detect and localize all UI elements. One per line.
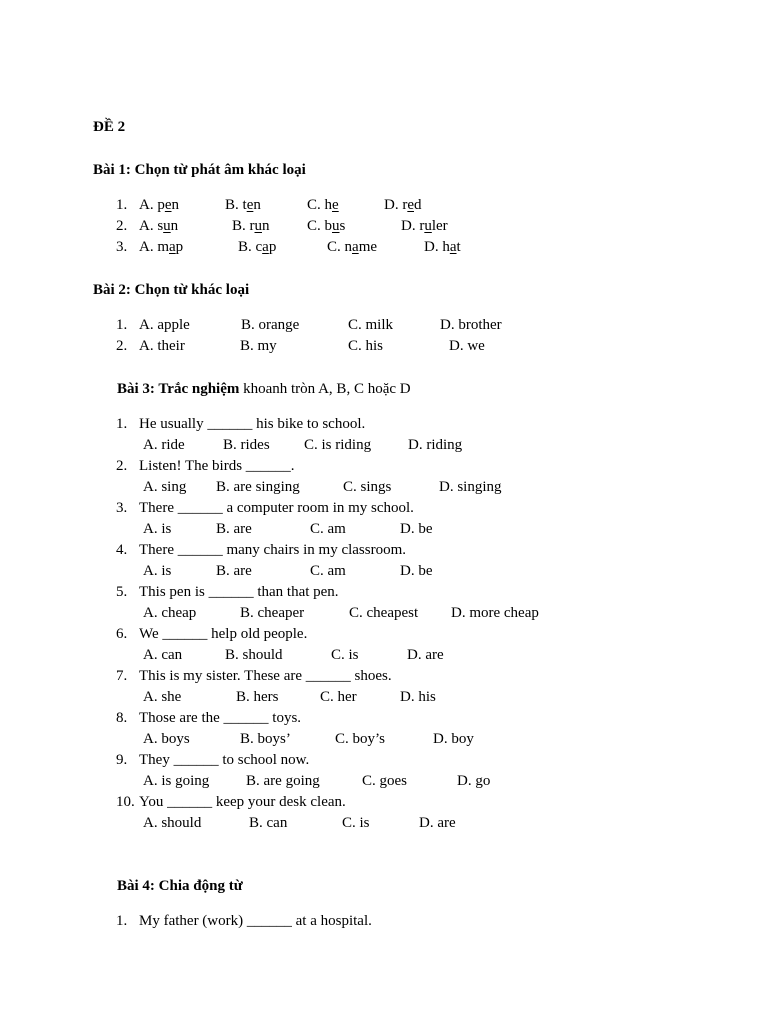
option-text: p — [175, 239, 184, 255]
option-c: C. his — [348, 338, 384, 354]
option-d: D. be — [400, 563, 433, 579]
option-c: C. sings — [343, 479, 392, 495]
option-b: B. cheaper — [240, 605, 305, 621]
underlined-sound: a — [262, 239, 269, 255]
option-d: D. singing — [439, 479, 502, 495]
option-d: D. more cheap — [451, 605, 539, 621]
option-text: A. p — [139, 197, 165, 213]
option-d — [384, 195, 422, 216]
section-4-heading: Bài 4: Chia động từ — [117, 878, 243, 894]
question-number: 10. — [116, 794, 135, 810]
underlined-sound: u — [424, 218, 432, 234]
exam-title: ĐỀ 2 — [93, 119, 126, 135]
section-2-heading: Bài 2: Chọn từ khác loại — [93, 282, 250, 298]
option-d: D. we — [449, 338, 485, 354]
underlined-sound: e — [164, 197, 172, 213]
question-number: 3. — [116, 500, 128, 516]
option-d: D. riding — [408, 437, 463, 453]
option-d: D. go — [457, 773, 491, 789]
option-text: n — [170, 218, 179, 234]
option-text: B. t — [225, 197, 247, 213]
option-text: B. c — [238, 239, 263, 255]
option-a: A. their — [139, 338, 185, 354]
option-text: me — [358, 239, 378, 255]
question-number: 1. — [116, 416, 128, 432]
option-b: B. are going — [246, 773, 320, 789]
option-d: D. are — [419, 815, 456, 831]
question-number: 3. — [116, 239, 128, 255]
underlined-sound: e — [332, 197, 339, 213]
option-b — [232, 216, 270, 237]
option-b: B. are — [216, 563, 252, 579]
question-number: 2. — [116, 458, 128, 474]
underlined-sound: a — [449, 239, 457, 255]
question-number: 5. — [116, 584, 128, 600]
section-1-heading: Bài 1: Chọn từ phát âm khác loại — [93, 162, 306, 178]
option-text: ler — [431, 218, 448, 234]
option-text: A. s — [139, 218, 164, 234]
option-a: A. can — [143, 647, 183, 663]
question-text: You ______ keep your desk clean. — [139, 794, 346, 810]
section-3-heading-bold: Bài 3: Trắc nghiệm — [117, 381, 240, 397]
option-text: D. r — [384, 197, 408, 213]
option-a: A. boys — [143, 731, 190, 747]
option-d — [401, 216, 448, 237]
option-c: C. am — [310, 521, 346, 537]
option-text: A. m — [139, 239, 169, 255]
underlined-sound: a — [169, 239, 176, 255]
option-c: C. cheapest — [349, 605, 419, 621]
option-a — [139, 237, 183, 258]
question-number: 6. — [116, 626, 128, 642]
underlined-sound: u — [163, 218, 171, 234]
option-c — [307, 195, 339, 216]
option-a: A. sing — [143, 479, 187, 495]
option-a: A. ride — [143, 437, 185, 453]
question-text: This pen is ______ than that pen. — [139, 584, 339, 600]
option-b: B. orange — [241, 317, 300, 333]
option-a — [139, 216, 178, 237]
option-b: B. are singing — [216, 479, 300, 495]
option-a: A. is — [143, 521, 172, 537]
option-d: D. brother — [440, 317, 502, 333]
option-text: D. h — [424, 239, 450, 255]
option-text: p — [268, 239, 277, 255]
option-text: s — [339, 218, 346, 234]
underlined-sound: a — [352, 239, 359, 255]
option-a: A. cheap — [143, 605, 197, 621]
question-text: We ______ help old people. — [139, 626, 308, 642]
option-text: D. r — [401, 218, 425, 234]
option-b: B. boys’ — [240, 731, 291, 747]
option-c: C. her — [320, 689, 357, 705]
question-text: They ______ to school now. — [139, 752, 310, 768]
question-number: 8. — [116, 710, 128, 726]
question-number: 1. — [116, 317, 128, 333]
option-b — [238, 237, 276, 258]
option-d: D. be — [400, 521, 433, 537]
option-text: n — [253, 197, 261, 213]
question-number: 9. — [116, 752, 128, 768]
option-text: n — [171, 197, 180, 213]
option-c: C. is — [342, 815, 370, 831]
option-c: C. goes — [362, 773, 407, 789]
question-number: 2. — [116, 338, 128, 354]
option-a: A. is — [143, 563, 172, 579]
underlined-sound: e — [407, 197, 414, 213]
option-a: A. she — [143, 689, 182, 705]
option-b: B. hers — [236, 689, 279, 705]
question-number: 2. — [116, 218, 128, 234]
option-b: B. should — [225, 647, 283, 663]
option-a: A. should — [143, 815, 202, 831]
option-c: C. is — [331, 647, 359, 663]
option-d: D. boy — [433, 731, 474, 747]
option-d — [424, 237, 461, 258]
option-text: C. n — [327, 239, 353, 255]
option-b: B. rides — [223, 437, 270, 453]
option-text: C. b — [307, 218, 333, 234]
option-text: n — [262, 218, 270, 234]
option-d: D. his — [400, 689, 436, 705]
option-c — [327, 237, 377, 258]
option-c — [307, 216, 345, 237]
section-3-heading — [117, 379, 411, 400]
question-text: Listen! The birds ______. — [139, 458, 295, 474]
underlined-sound: u — [332, 218, 340, 234]
option-d: D. are — [407, 647, 444, 663]
section-3-heading-rest: khoanh tròn A, B, C hoặc D — [239, 381, 411, 397]
option-text: t — [456, 239, 461, 255]
option-b: B. are — [216, 521, 252, 537]
question-number: 4. — [116, 542, 128, 558]
option-text: C. h — [307, 197, 333, 213]
option-c: C. boy’s — [335, 731, 386, 747]
option-a: A. apple — [139, 317, 190, 333]
option-c: C. am — [310, 563, 346, 579]
question-number: 1. — [116, 913, 128, 929]
question-text: This is my sister. These are ______ shoes. — [139, 668, 392, 684]
question-text: There ______ many chairs in my classroom. — [139, 542, 407, 558]
question-number: 1. — [116, 197, 128, 213]
option-a — [139, 195, 179, 216]
underlined-sound: e — [246, 197, 254, 213]
option-text: B. r — [232, 218, 255, 234]
question-text: He usually ______ his bike to school. — [139, 416, 366, 432]
question-number: 7. — [116, 668, 128, 684]
option-b — [225, 195, 261, 216]
option-b: B. can — [249, 815, 288, 831]
option-b: B. my — [240, 338, 277, 354]
option-c: C. milk — [348, 317, 394, 333]
question-text: Those are the ______ toys. — [139, 710, 302, 726]
question-text: There ______ a computer room in my school. — [139, 500, 414, 516]
underlined-sound: u — [254, 218, 262, 234]
option-text: d — [414, 197, 422, 213]
question-text: My father (work) ______ at a hospital. — [139, 913, 372, 929]
option-c: C. is riding — [304, 437, 372, 453]
option-a: A. is going — [143, 773, 210, 789]
